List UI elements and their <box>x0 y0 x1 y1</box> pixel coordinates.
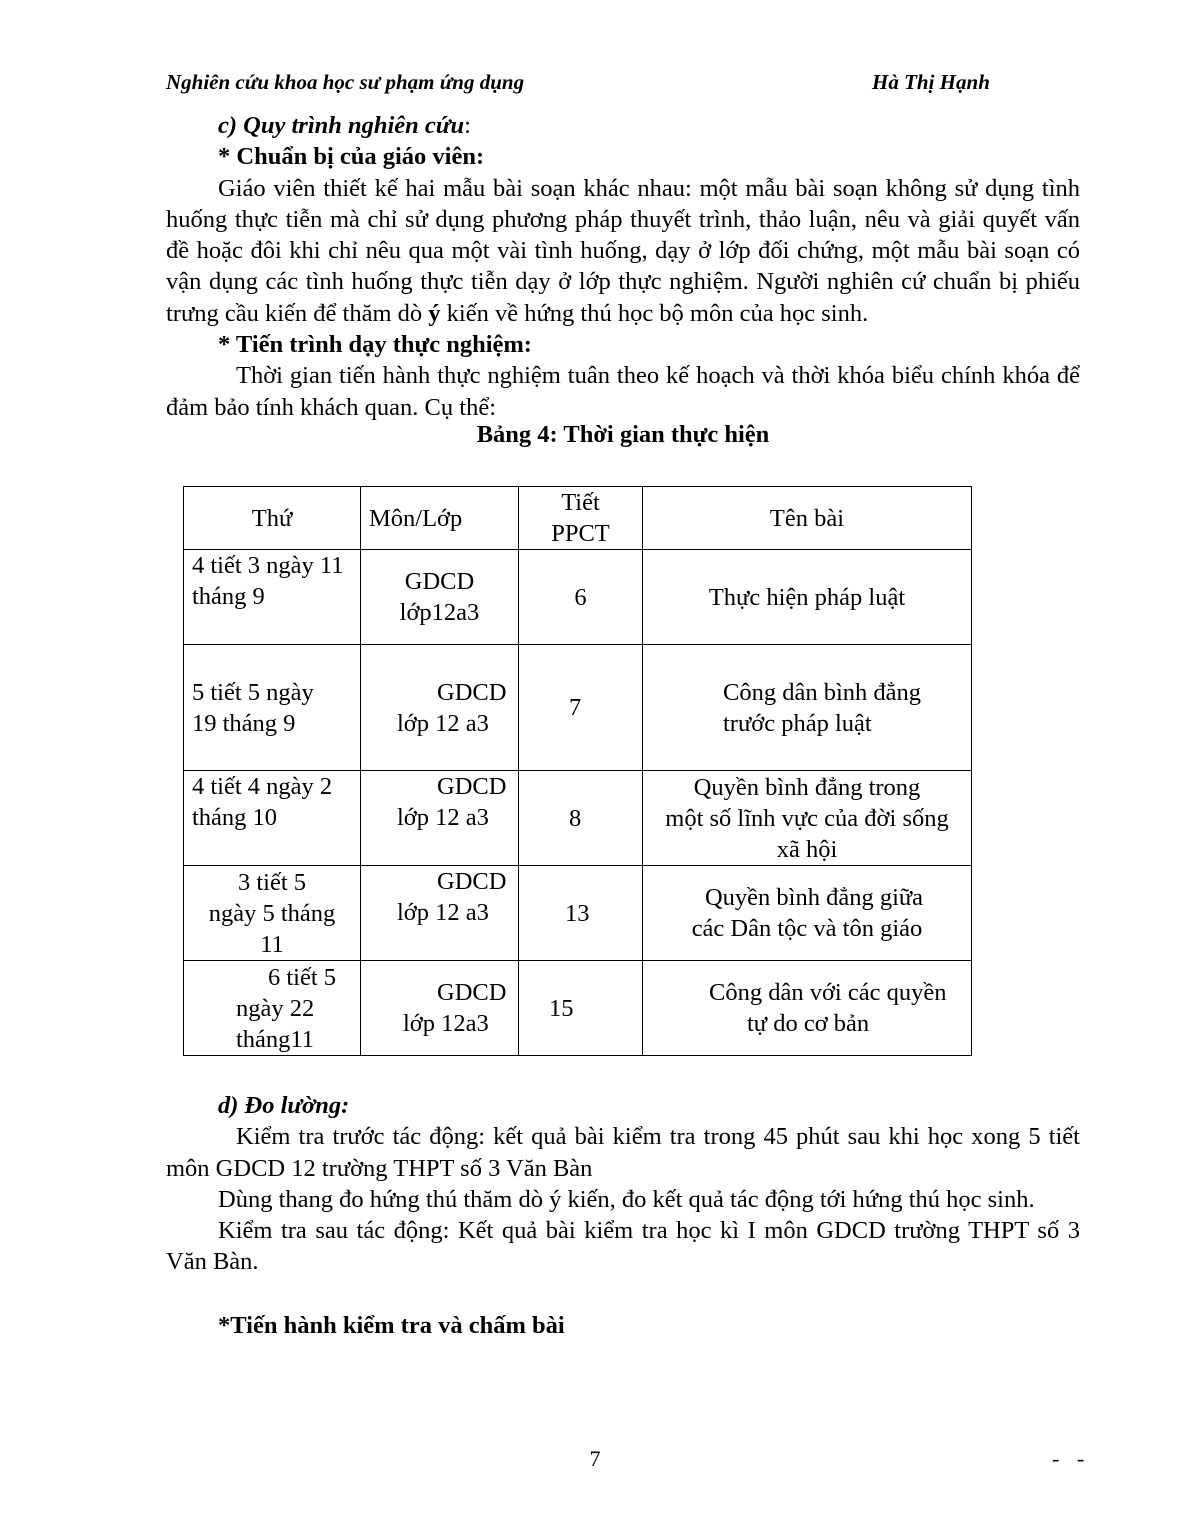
header-mon-lop: Môn/Lớp <box>361 487 519 550</box>
process-heading: * Tiến trình dạy thực nghiệm: <box>218 331 532 359</box>
table-row <box>184 771 972 866</box>
footer-dashes: - - <box>1052 1446 1091 1471</box>
header-thu: Thứ <box>184 487 361 550</box>
page-content <box>166 110 1080 1339</box>
table-row <box>184 550 972 645</box>
cell-thu: 4 tiết 4 ngày 2 tháng 10 <box>184 771 361 866</box>
table-row <box>184 645 972 771</box>
cell-mon-lop: GDCD lớp 12 a3 <box>361 771 519 866</box>
cell-tiet: 8 <box>519 771 643 866</box>
table-header-row <box>184 487 972 550</box>
section-c-heading: c) Quy trình nghiên cứu: <box>218 112 471 139</box>
prep-paragraph: Giáo viên thiết kế hai mẫu bài soạn khác nhau: một mẫu bài soạn không sử dụng tình huống thực tiễn mà chỉ sử dụng phương pháp thuyết trình, thảo luận, nêu và giải quyết vấn đề hoặc đôi khi chỉ nêu qua một vài tình huống, dạy ở lớp đối chứng, một mẫu bài soạn có vận dụng các tình huống thực tiễn dạy ở lớp thực nghiệm. Người nghiên cứ chuẩn bị phiếu trưng cầu kiến để thăm dò ý kiến về hứng thú học bộ môn của học sinh. <box>166 174 1080 327</box>
header-author: Hà Thị Hạnh <box>872 70 990 94</box>
header-tiet: Tiết PPCT <box>519 487 643 550</box>
cell-mon-lop: GDCD lớp 12 a3 <box>361 866 519 961</box>
schedule-table <box>183 486 972 1056</box>
cell-ten-bai: Thực hiện pháp luật <box>643 550 972 645</box>
cell-tiet: 7 <box>519 645 643 771</box>
table-caption: Bảng 4: Thời gian thực hiện <box>476 420 770 448</box>
table-row <box>184 866 972 961</box>
cell-tiet: 13 <box>519 866 643 961</box>
cell-thu: 6 tiết 5 ngày 22 tháng11 <box>184 961 361 1056</box>
measure-paragraph-3: Kiểm tra sau tác động: Kết quả bài kiểm tra học kì I môn GDCD trường THPT số 3 Văn Bàn. <box>166 1217 1080 1276</box>
header-title: Nghiên cứu khoa học sư phạm ứng dụng <box>166 70 525 94</box>
page-header <box>166 70 1006 95</box>
cell-ten-bai: Công dân bình đẳng trước pháp luật <box>643 645 972 771</box>
section-d <box>166 1090 1080 1341</box>
cell-ten-bai: Công dân với các quyền tự do cơ bản <box>643 961 972 1056</box>
process-paragraph: Thời gian tiến hành thực nghiệm tuân theo kế hoạch và thời khóa biểu chính khóa để đảm bảo tính khách quan. Cụ thể: <box>166 362 1080 421</box>
prep-heading: * Chuẩn bị của giáo viên: <box>218 143 485 171</box>
cell-tiet: 15 <box>519 961 643 1056</box>
cell-mon-lop: GDCD lớp 12 a3 <box>361 645 519 771</box>
cell-mon-lop: GDCD lớp 12a3 <box>361 961 519 1056</box>
page-number: 7 <box>589 1446 601 1471</box>
section-d-heading: d) Đo lường: <box>218 1092 350 1119</box>
cell-thu: 4 tiết 3 ngày 11 tháng 9 <box>184 550 361 645</box>
cell-ten-bai: Quyền bình đẳng giữa các Dân tộc và tôn giáo <box>643 866 972 961</box>
measure-paragraph-2: Dùng thang đo hứng thú thăm dò ý kiến, đo kết quả tác động tới hứng thú học sinh. <box>218 1185 1035 1213</box>
cell-tiet: 6 <box>519 550 643 645</box>
measure-paragraph-1: Kiểm tra trước tác động: kết quả bài kiểm tra trong 45 phút sau khi học xong 5 tiết môn GDCD 12 trường THPT số 3 Văn Bàn <box>166 1123 1080 1182</box>
table-row <box>184 961 972 1056</box>
cell-thu: 5 tiết 5 ngày 19 tháng 9 <box>184 645 361 771</box>
header-ten-bai: Tên bài <box>643 487 972 550</box>
cell-ten-bai: Quyền bình đẳng trong một số lĩnh vực của đời sống xã hội <box>643 771 972 866</box>
final-heading: *Tiến hành kiểm tra và chấm bài <box>218 1311 565 1339</box>
cell-thu: 3 tiết 5 ngày 5 tháng 11 <box>184 866 361 961</box>
cell-mon-lop: GDCD lớp12a3 <box>361 550 519 645</box>
